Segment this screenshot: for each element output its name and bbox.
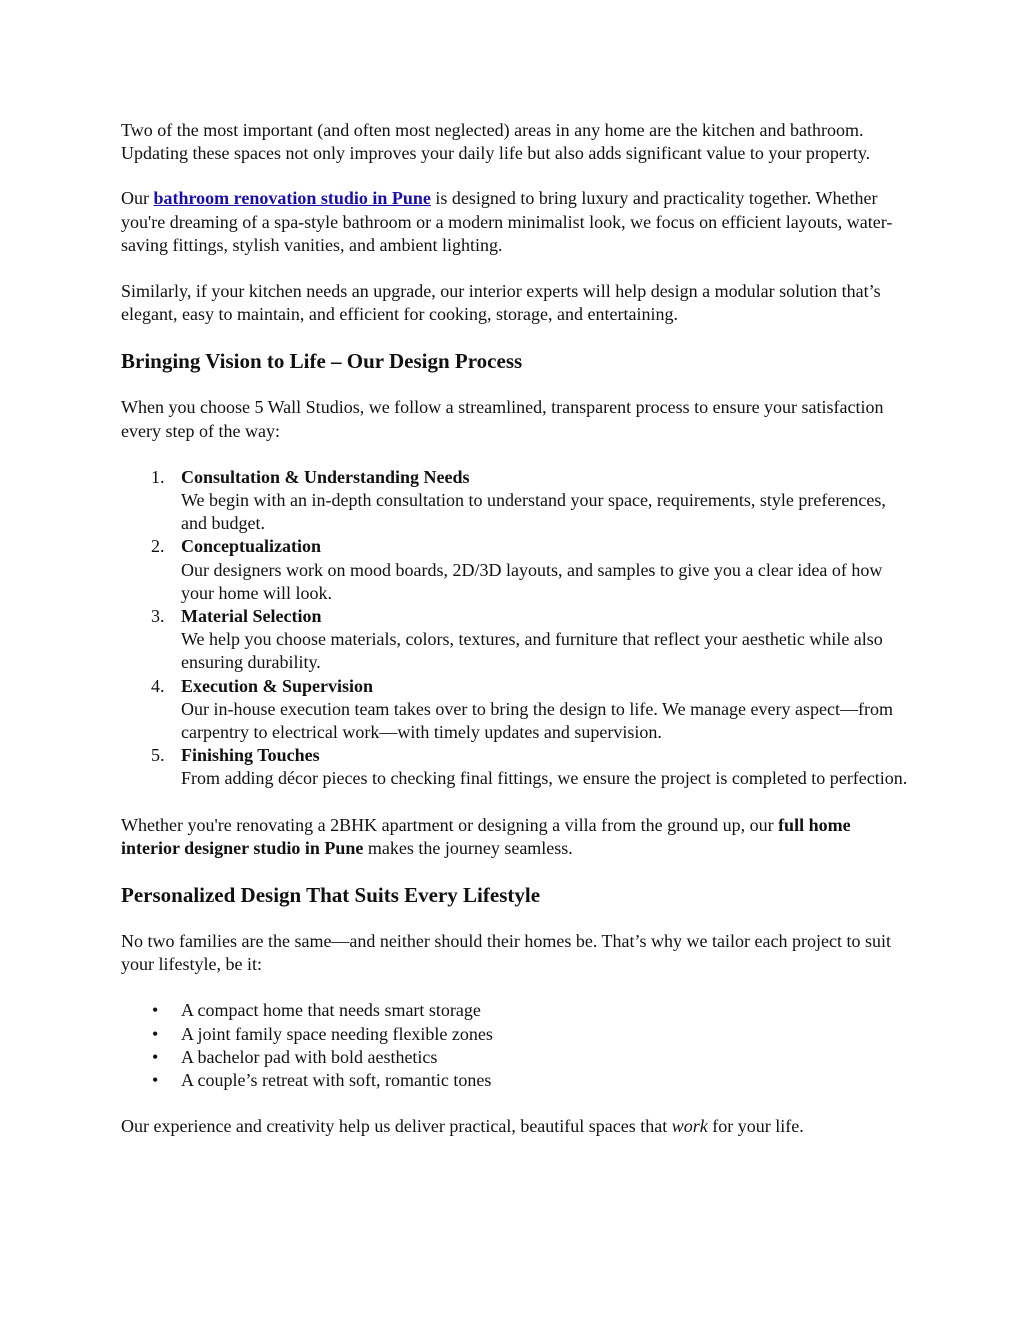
- document-page: [121, 119, 911, 1139]
- intro-paragraph-2-lead: Our: [121, 188, 154, 209]
- list-item-text: A compact home that needs smart storage: [181, 1000, 481, 1021]
- list-item-text: A joint family space needing flexible zones: [181, 1023, 493, 1044]
- list-item-text: A couple’s retreat with soft, romantic tones: [181, 1070, 492, 1091]
- process-closing: [121, 814, 911, 860]
- bullet-icon: •: [152, 1000, 159, 1021]
- list-item: [121, 999, 911, 1022]
- step-number: 1.: [151, 466, 165, 487]
- full-home-studio-phrase: full home interior designer studio in Pune: [121, 814, 851, 858]
- step-title: Execution & Supervision: [181, 675, 374, 696]
- emphasis-work: work: [671, 1116, 708, 1137]
- step-number: 5.: [151, 745, 165, 766]
- step-number: 3.: [151, 606, 165, 627]
- step-number: 2.: [151, 536, 165, 557]
- step-description: We begin with an in-depth consultation to understand your space, requirements, style preferences, and budget.: [181, 490, 886, 534]
- process-closing-lead: Whether you're renovating a 2BHK apartment or designing a villa from the ground up, our: [121, 814, 779, 835]
- process-step: [121, 744, 911, 790]
- personal-closing: [121, 1115, 911, 1138]
- step-description: Our designers work on mood boards, 2D/3D layouts, and samples to give you a clear idea of how your home will look.: [181, 559, 883, 603]
- process-steps-list: [121, 466, 911, 791]
- step-title: Consultation & Understanding Needs: [181, 466, 470, 487]
- list-item-text: A bachelor pad with bold aesthetics: [181, 1046, 438, 1067]
- personal-closing-rest: for your life.: [707, 1116, 804, 1137]
- intro-paragraph-2-rest: is designed to bring luxury and practicality together. Whether you're dreaming of a spa-style bathroom or a modern minimalist look, we focus on efficient layouts, water-saving fittings, stylish vanities, and ambient lighting.: [121, 188, 893, 255]
- bathroom-renovation-link[interactable]: bathroom renovation studio in Pune: [153, 188, 431, 209]
- personal-intro: No two families are the same—and neither should their homes be. That’s why we tailor each project to suit your lifestyle, be it:: [121, 931, 891, 975]
- lifestyle-list: [121, 999, 911, 1092]
- process-steps: [121, 466, 911, 791]
- process-heading: Bringing Vision to Life – Our Design Process: [121, 349, 523, 374]
- personal-heading: Personalized Design That Suits Every Lifestyle: [121, 883, 541, 908]
- step-title: Conceptualization: [181, 536, 322, 557]
- step-number: 4.: [151, 675, 165, 696]
- intro-paragraph-2: [121, 187, 911, 257]
- list-item: [121, 1069, 911, 1092]
- bullet-icon: •: [152, 1023, 159, 1044]
- step-title: Finishing Touches: [181, 745, 320, 766]
- process-step: [121, 466, 911, 536]
- process-step: [121, 605, 911, 675]
- process-intro: When you choose 5 Wall Studios, we follow a streamlined, transparent process to ensure your satisfaction every step of the way:: [121, 397, 884, 441]
- process-step: [121, 535, 911, 605]
- step-title: Material Selection: [181, 606, 322, 627]
- bullet-icon: •: [152, 1070, 159, 1091]
- step-description: We help you choose materials, colors, textures, and furniture that reflect your aesthetic while also ensuring durability.: [181, 629, 883, 673]
- process-closing-rest: makes the journey seamless.: [363, 837, 573, 858]
- bullet-icon: •: [152, 1046, 159, 1067]
- step-description: Our in-house execution team takes over to bring the design to life. We manage every aspect—from carpentry to electrical work—with timely updates and supervision.: [181, 698, 893, 743]
- intro-paragraph-1: Two of the most important (and often most neglected) areas in any home are the kitchen and bathroom. Updating these spaces not only improves your daily life but also adds significant value to your property.: [121, 120, 871, 164]
- step-description: From adding décor pieces to checking final fittings, we ensure the project is completed to perfection.: [181, 768, 908, 789]
- list-item: [121, 1046, 911, 1069]
- list-item: [121, 1023, 911, 1046]
- intro-paragraph-3: Similarly, if your kitchen needs an upgrade, our interior experts will help design a modular solution that’s elegant, easy to maintain, and efficient for cooking, storage, and entertaining.: [121, 281, 881, 325]
- process-step: [121, 675, 911, 745]
- personal-closing-lead: Our experience and creativity help us deliver practical, beautiful spaces that: [121, 1116, 672, 1137]
